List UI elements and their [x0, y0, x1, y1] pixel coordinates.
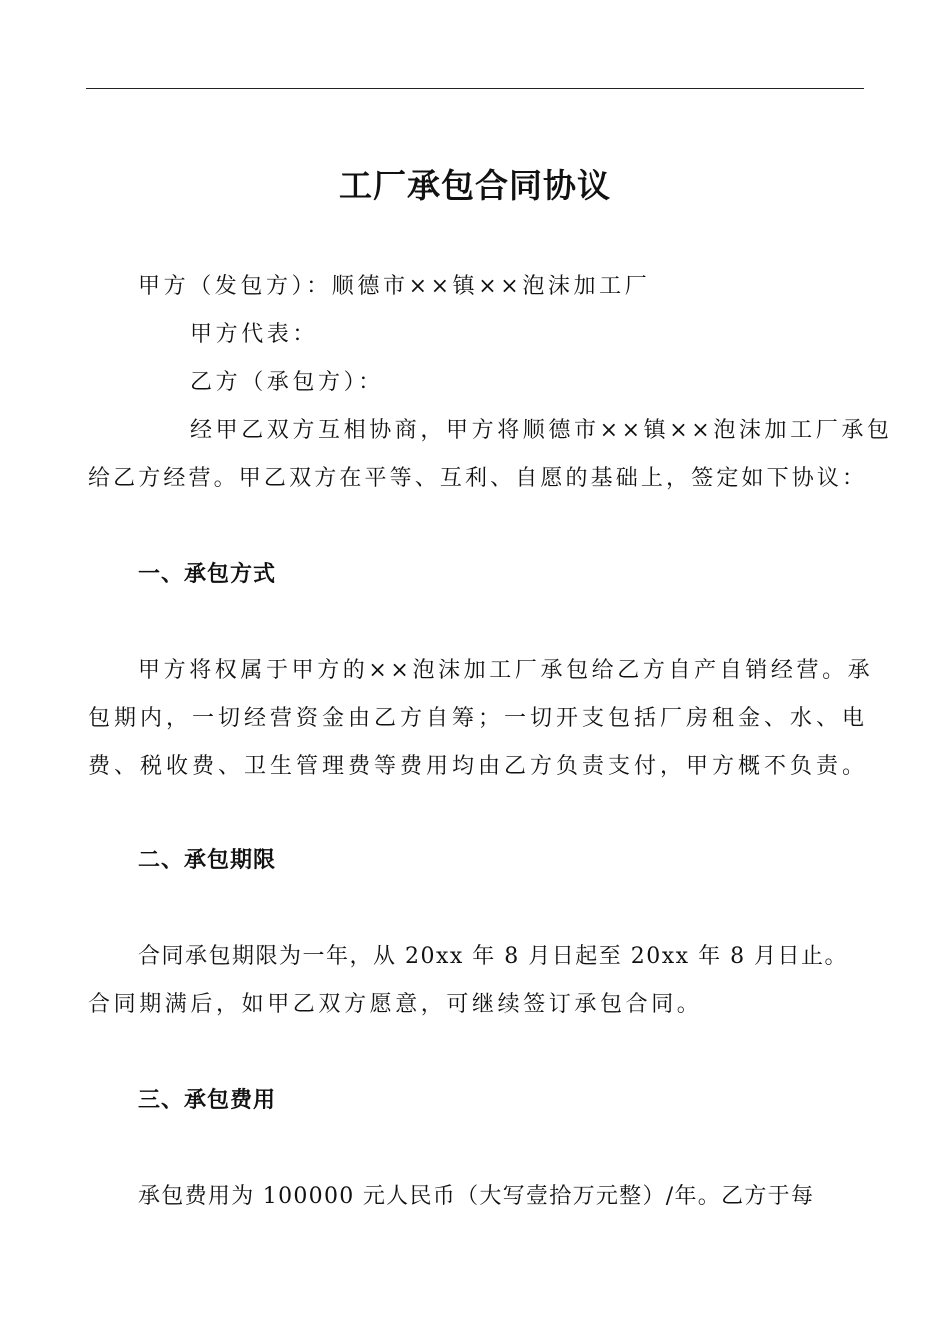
section-3-line-1: 承包费用为 100000 元人民币（大写壹拾万元整）/年。乙方于每: [138, 1184, 815, 1209]
preamble-line-2: 给乙方经营。甲乙双方在平等、互利、自愿的基础上，签定如下协议：: [88, 466, 864, 491]
header-rule: [86, 88, 864, 89]
party-a-representative-line: 甲方代表：: [190, 322, 319, 347]
section-2-line-2: 合同期满后，如甲乙双方愿意，可继续签订承包合同。: [88, 992, 703, 1017]
section-heading-contract-term: 二、承包期限: [138, 848, 277, 873]
section-heading-contract-fee: 三、承包费用: [138, 1088, 277, 1113]
party-b-line: 乙方（承包方）：: [190, 370, 384, 395]
party-a-line: 甲方（发包方）：顺德市××镇××泡沫加工厂: [138, 274, 651, 299]
section-1-line-1: 甲方将权属于甲方的××泡沫加工厂承包给乙方自产自销经营。承: [138, 658, 874, 683]
section-heading-contract-method: 一、承包方式: [138, 562, 277, 587]
section-2-line-1: 合同承包期限为一年，从 20xx 年 8 月日起至 20xx 年 8 月日止。: [138, 944, 849, 969]
section-1-line-2: 包期内，一切经营资金由乙方自筹；一切开支包括厂房租金、水、电: [88, 706, 864, 731]
preamble-line-1: 经甲乙双方互相协商，甲方将顺德市××镇××泡沫加工厂承包: [190, 418, 893, 443]
document-title: 工厂承包合同协议: [339, 166, 611, 205]
section-1-line-3: 费、税收费、卫生管理费等费用均由乙方负责支付，甲方概不负责。: [88, 754, 864, 779]
